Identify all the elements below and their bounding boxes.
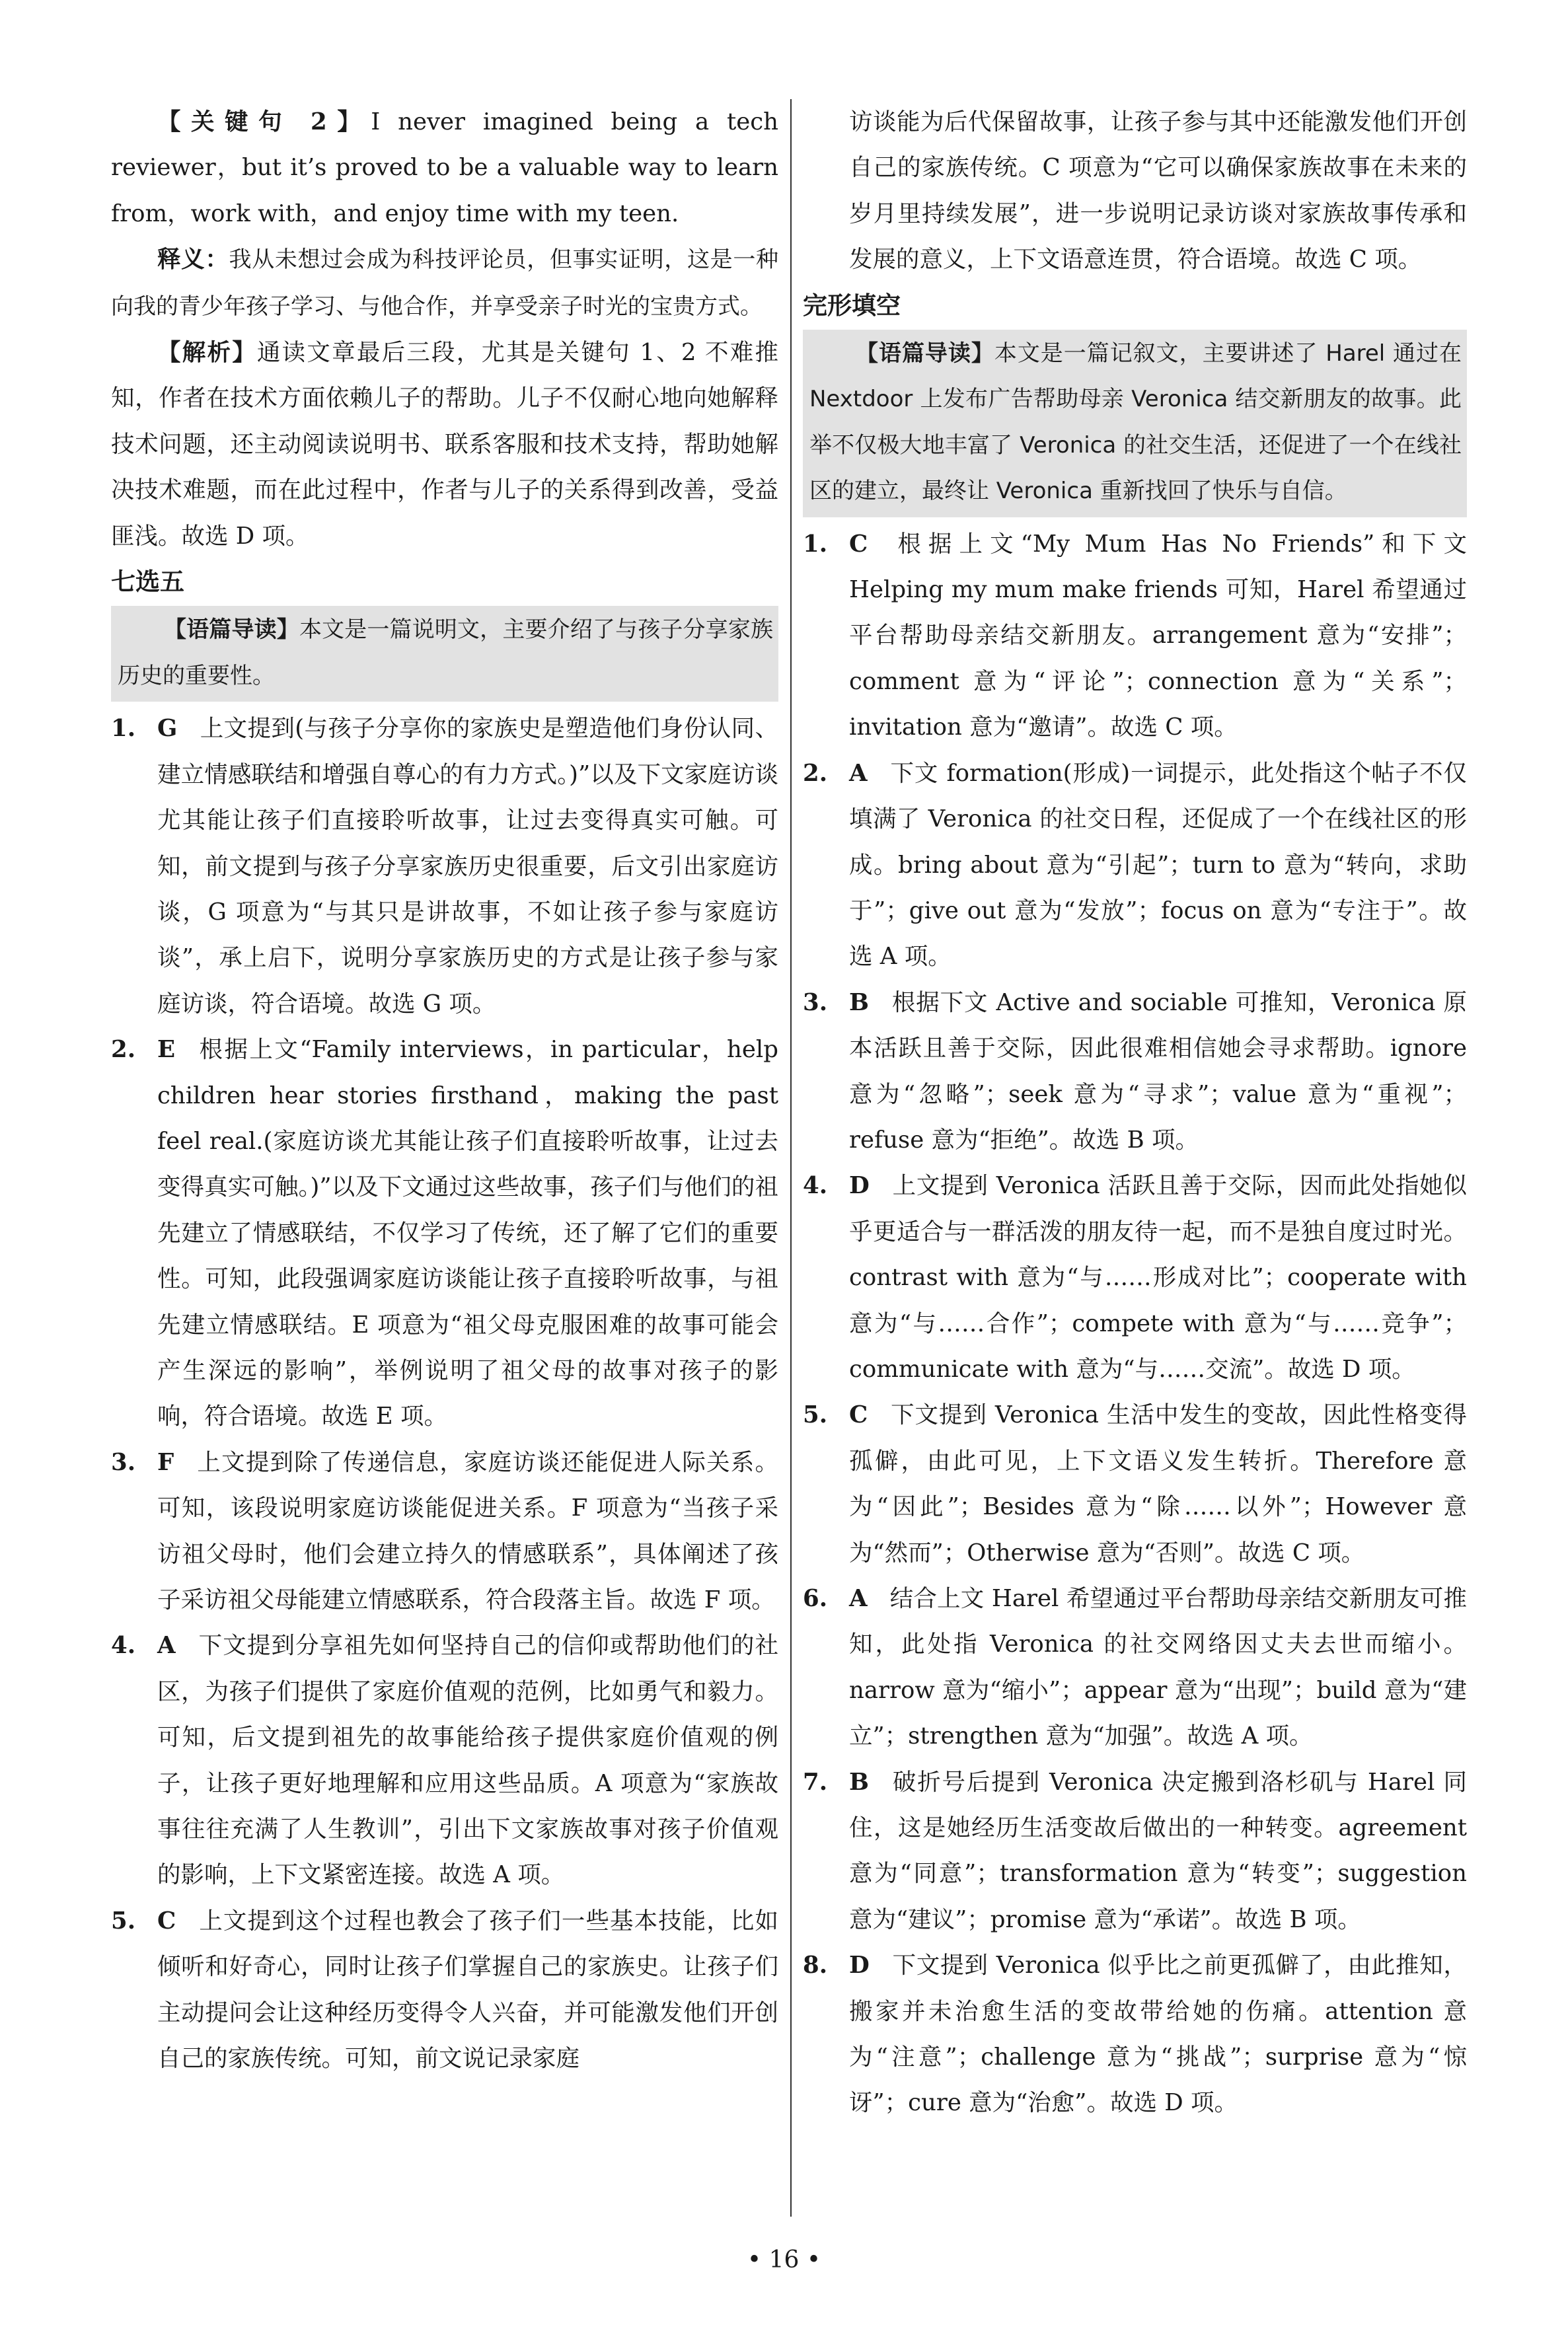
analysis-text: 通读文章最后三段，尤其是关键句 1、2 不难推知，作者在技术方面依赖儿子的帮助。儿子不仅耐心地向她解释技术问题，还主动阅读说明书、联系客服和技术支持，帮助她解决技术难题，而在此过程中，作者与儿子的关系得到改善，受益匪浅。故选 D 项。 xyxy=(111,339,778,550)
answer-option: F xyxy=(157,1448,174,1476)
item-number: 2. xyxy=(803,759,828,787)
right-column xyxy=(803,99,1467,2126)
translation-text: 我从未想过会成为科技评论员，但事实证明，这是一种向我的青少年孩子学习、与他合作，并享受亲子时光的宝贵方式。 xyxy=(111,246,778,320)
left-column xyxy=(111,99,778,2081)
key-sentence-label: 【关键句 2】 xyxy=(157,108,371,135)
column-divider xyxy=(790,99,792,2217)
answer-option: C xyxy=(849,1401,868,1429)
answer-explanation: 根据上文“Family interviews，in particular，help children hear stories firsthand，making the past feel real.(家庭访谈尤其能让孩子们直接聆听故事，让过去变得真实可触。)”以及下文通过这些故事，孩子们与他们的祖先建立了情感联结，不仅学习了传统，还了解了它们的重要性。可知，此段强调家庭访谈能让孩子直接聆听故事，与祖先建立情感联结。E 项意为“祖父母克服困难的故事可能会产生深远的影响”，举例说明了祖父母的故事对孩子的影响，符合语境。故选 E 项。 xyxy=(157,1036,778,1430)
answer-explanation: 下文提到分享祖先如何坚持自己的信仰或帮助他们的社区，为孩子们提供了家庭价值观的范例，比如勇气和毅力。可知，后文提到祖先的故事能给孩子提供家庭价值观的例子，让孩子更好地理解和应用这些品质。A 项意为“家族故事往往充满了人生教训”，引出下文家族故事对孩子价值观的影响，上下文紧密连接。故选 A 项。 xyxy=(157,1632,778,1889)
section-title-cloze: 完形填空 xyxy=(803,291,901,320)
answer-option: C xyxy=(849,530,868,558)
analysis xyxy=(111,330,778,559)
translation xyxy=(111,237,778,330)
item-number: 1. xyxy=(803,530,828,558)
answer-explanation: 根据下文 Active and sociable 可推知，Veronica 原本活跃且善于交际，因此很难相信她会寻求帮助。ignore 意为“忽略”；seek 意为“寻求”；value 意为“重视”；refuse 意为“拒绝”。故选 B 项。 xyxy=(849,988,1467,1154)
answer-item xyxy=(111,706,778,1027)
answer-option: E xyxy=(157,1036,176,1064)
answer-option: G xyxy=(157,715,178,743)
page-number: • 16 • xyxy=(747,2246,821,2273)
page-number-value: 16 xyxy=(768,2246,800,2273)
continued-explanation: 访谈能为后代保留故事，让孩子参与其中还能激发他们开创自己的家族传统。C 项意为“它可以确保家族故事在未来的岁月里持续发展”，进一步说明记录访谈对家族故事传承和发展的意义，上下文语意连贯，符合语境。故选 C 项。 xyxy=(849,108,1467,274)
answer-explanation: 上文提到 Veronica 活跃且善于交际，因而此处指她似乎更适合与一群活泼的朋友待一起，而不是独自度过时光。contrast with 意为“与……形成对比”；cooperate with 意为“与……合作”；compete with 意为“与……竞争”；communicate with 意为“与……交流”。故选 D 项。 xyxy=(849,1172,1467,1383)
answer-option: D xyxy=(849,1172,870,1200)
item-number: 2. xyxy=(111,1036,136,1064)
answer-explanation: 下文 formation(形成)一词提示，此处指这个帖子不仅填满了 Veronica 的社交日程，还促成了一个在线社区的形成。bring about 意为“引起”；turn to 意为“转向，求助于”；give out 意为“发放”；focus on 意为“专注于”。故选 A 项。 xyxy=(849,759,1467,971)
answer-item xyxy=(111,1898,778,2082)
answer-option: C xyxy=(157,1907,176,1935)
answer-explanation: 上文提到(与孩子分享你的家族史是塑造他们身份认同、建立情感联结和增强自尊心的有力方式。)”以及下文家庭访谈尤其能让孩子们直接聆听故事，让过去变得真实可触。可知，前文提到与孩子分享家族历史很重要，后文引出家庭访谈，G 项意为“与其只是讲故事，不如让孩子参与家庭访谈”，承上启下，说明分享家族历史的方式是让孩子参与家庭访谈，符合语境。故选 G 项。 xyxy=(157,715,778,1017)
answer-explanation: 上文提到除了传递信息，家庭访谈还能促进人际关系。可知，该段说明家庭访谈能促进关系。F 项意为“当孩子采访祖父母时，他们会建立持久的情感联系”，具体阐述了孩子采访祖父母能建立情感联系，符合段落主旨。故选 F 项。 xyxy=(157,1448,778,1613)
key-sentence-text: I never imagined being a tech reviewer，but it’s proved to be a valuable way to learn from，work with，and enjoy time with my teen. xyxy=(111,108,779,227)
reading-guide-box xyxy=(803,330,1467,517)
answer-explanation: 结合上文 Harel 希望通过平台帮助母亲结交新朋友可推知，此处指 Veronica 的社交网络因丈夫去世而缩小。narrow 意为“缩小”；appear 意为“出现”；build 意为“建立”；strengthen 意为“加强”。故选 A 项。 xyxy=(849,1585,1467,1750)
answer-item xyxy=(803,1392,1467,1576)
item-number: 8. xyxy=(803,1952,828,1979)
answer-explanation: 下文提到 Veronica 生活中发生的变故，因此性格变得孤僻，由此可见，上下文语义发生转折。Therefore 意为“因此”；Besides 意为“除……以外”；However 意为“然而”；Otherwise 意为“否则”。故选 C 项。 xyxy=(849,1401,1467,1567)
answer-item xyxy=(803,1759,1467,1943)
answer-item xyxy=(803,751,1467,980)
answer-item xyxy=(111,1440,778,1623)
item-number: 6. xyxy=(803,1585,828,1612)
item-number: 5. xyxy=(803,1401,828,1429)
item-number: 4. xyxy=(803,1172,828,1200)
answer-option: B xyxy=(849,988,870,1016)
answer-item xyxy=(803,980,1467,1163)
section-title-seven-choose-five: 七选五 xyxy=(111,568,184,597)
answer-explanation: 下文提到 Veronica 似乎比之前更孤僻了，由此推知，搬家并未治愈生活的变故带给她的伤痛。attention 意为“注意”；challenge 意为“挑战”；surprise 意为“惊讶”；cure 意为“治愈”。故选 D 项。 xyxy=(849,1952,1467,2117)
item-number: 3. xyxy=(803,988,828,1016)
reading-guide-box xyxy=(111,606,778,702)
answer-explanation: 上文提到这个过程也教会了孩子们一些基本技能，比如倾听和好奇心，同时让孩子们掌握自己的家族史。让孩子们主动提问会让这种经历变得令人兴奋，并可能激发他们开创自己的家族传统。可知，前文说记录家庭 xyxy=(157,1907,778,2073)
answer-option: A xyxy=(849,1585,868,1612)
guide-text: 本文是一篇记叙文，主要讲述了 Harel 通过在 Nextdoor 上发布广告帮助母亲 Veronica 结交新朋友的故事。此举不仅极大地丰富了 Veronica 的社交生活，还促进了一个在线社区的建立，最终让 Veronica 重新找回了快乐与自信。 xyxy=(809,340,1462,505)
item-number: 1. xyxy=(111,715,136,743)
translation-label: 释义： xyxy=(157,246,229,274)
analysis-label: 【解析】 xyxy=(157,339,257,367)
item-number: 3. xyxy=(111,1448,136,1476)
answer-option: D xyxy=(849,1952,870,1979)
answer-explanation: 破折号后提到 Veronica 决定搬到洛杉矶与 Harel 同住，这是她经历生活变故后做出的一种转变。agreement 意为“同意”；transformation 意为“转变”；suggestion 意为“建议”；promise 意为“承诺”。故选 B 项。 xyxy=(849,1768,1467,1933)
item-number: 5. xyxy=(111,1907,136,1935)
guide-text: 本文是一篇说明文，主要介绍了与孩子分享家族历史的重要性。 xyxy=(118,616,774,689)
answer-item xyxy=(803,1576,1467,1759)
answer-item xyxy=(803,521,1467,751)
answer-item xyxy=(111,1623,778,1898)
answer-item xyxy=(803,1163,1467,1392)
answer-option: B xyxy=(849,1768,870,1796)
item-number: 4. xyxy=(111,1632,136,1660)
answer-option: A xyxy=(157,1632,176,1660)
guide-label: 【语篇导读】 xyxy=(856,340,994,367)
answer-item xyxy=(111,1027,778,1440)
key-sentence-2 xyxy=(111,99,778,237)
answer-explanation: 根据上文“My Mum Has No Friends”和下文 Helping my mum make friends 可知，Harel 希望通过平台帮助母亲结交新朋友。arrangement 意为“安排”；comment 意为“评论”；connection 意为“关系”；invitation 意为“邀请”。故选 C 项。 xyxy=(849,530,1467,741)
answer-item xyxy=(803,1942,1467,2126)
guide-label: 【语篇导读】 xyxy=(164,616,299,644)
item-number: 7. xyxy=(803,1768,828,1796)
answer-option: A xyxy=(849,759,868,787)
